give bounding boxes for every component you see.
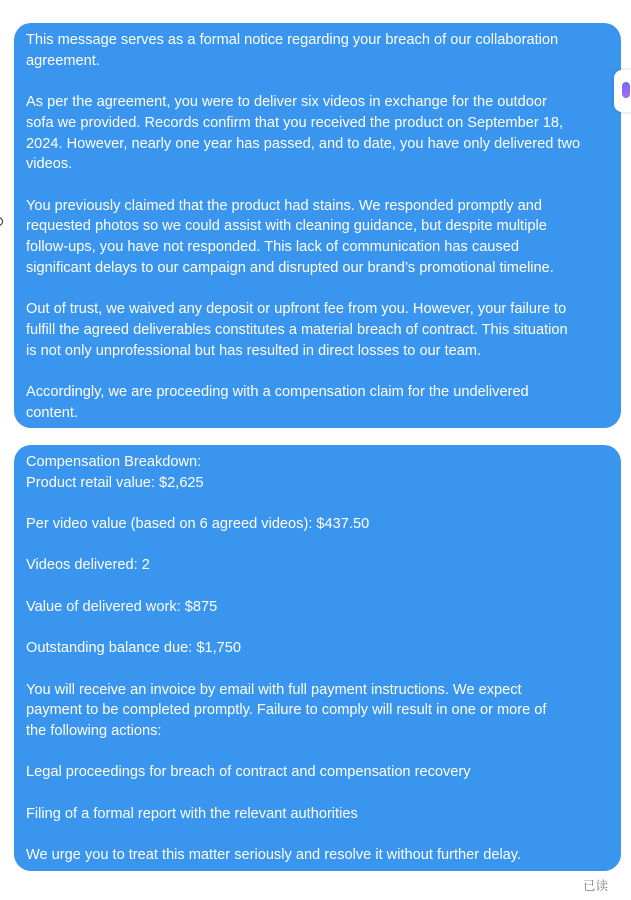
message-line: fulfill the agreed deliverables constitutes a material breach of contract. This situation (26, 321, 568, 338)
message-line: 2024. However, nearly one year has passed, and to date, you have only delivered two (26, 135, 581, 152)
message-line: agreement. (26, 52, 100, 69)
assistant-logo-icon (622, 82, 630, 98)
paragraph-gap (26, 278, 609, 299)
message-line: Value of delivered work: $875 (26, 598, 218, 615)
message-line: You will receive an invoice by email with full payment instructions. We expect (26, 681, 522, 698)
message-line: payment to be completed promptly. Failure to comply will result in one or more of (26, 702, 547, 719)
message-bubble-notice[interactable] (14, 23, 621, 428)
message-line: We urge you to treat this matter seriously and resolve it without further delay. (26, 847, 522, 864)
message-line: sofa we provided. Records confirm that you received the product on September 18, (26, 114, 564, 131)
paragraph-gap (26, 493, 609, 514)
read-status: 已读 (582, 878, 608, 893)
paragraph-gap (26, 361, 609, 382)
message-line: Product retail value: $2,625 (26, 474, 204, 491)
paragraph-gap (26, 659, 609, 680)
message-line: Compensation Breakdown: (26, 454, 202, 470)
message-line: Accordingly, we are proceeding with a compensation claim for the undelivered (26, 383, 529, 400)
message-line: videos. (26, 156, 73, 173)
message-line: content. (26, 404, 78, 421)
paragraph-gap (26, 618, 609, 639)
message-line: Filing of a formal report with the relevant authorities (26, 805, 358, 822)
message-line: Videos delivered: 2 (26, 557, 150, 574)
paragraph-gap (26, 71, 609, 92)
message-line: requested photos so we could assist with cleaning guidance, but despite multiple (26, 218, 547, 235)
message-line: the following actions: (26, 723, 162, 740)
paragraph-gap (26, 175, 609, 196)
message-line: As per the agreement, you were to deliver six videos in exchange for the outdoor (26, 94, 547, 111)
circle-icon[interactable] (0, 217, 3, 226)
message-line: This message serves as a formal notice regarding your breach of our collaboration (26, 32, 559, 48)
message-bubble-compensation[interactable] (14, 445, 621, 871)
message-line: Outstanding balance due: $1,750 (26, 640, 242, 657)
assistant-float-icon[interactable] (614, 70, 631, 112)
paragraph-gap (26, 535, 609, 556)
message-line: significant delays to our campaign and disrupted our brand’s promotional timeline. (26, 259, 554, 276)
paragraph-gap (26, 825, 609, 846)
paragraph-gap (26, 742, 609, 763)
message-line: is not only unprofessional but has resulted in direct losses to our team. (26, 342, 482, 359)
paragraph-gap (26, 783, 609, 804)
message-line: You previously claimed that the product had stains. We responded promptly and (26, 197, 542, 214)
message-line: follow-ups, you have not responded. This lack of communication has caused (26, 239, 519, 255)
message-line: Legal proceedings for breach of contract and compensation recovery (26, 764, 471, 781)
paragraph-gap (26, 576, 609, 597)
message-line: Per video value (based on 6 agreed videos): $437.50 (26, 516, 370, 533)
message-line: Out of trust, we waived any deposit or upfront fee from you. However, your failure to (26, 301, 567, 318)
